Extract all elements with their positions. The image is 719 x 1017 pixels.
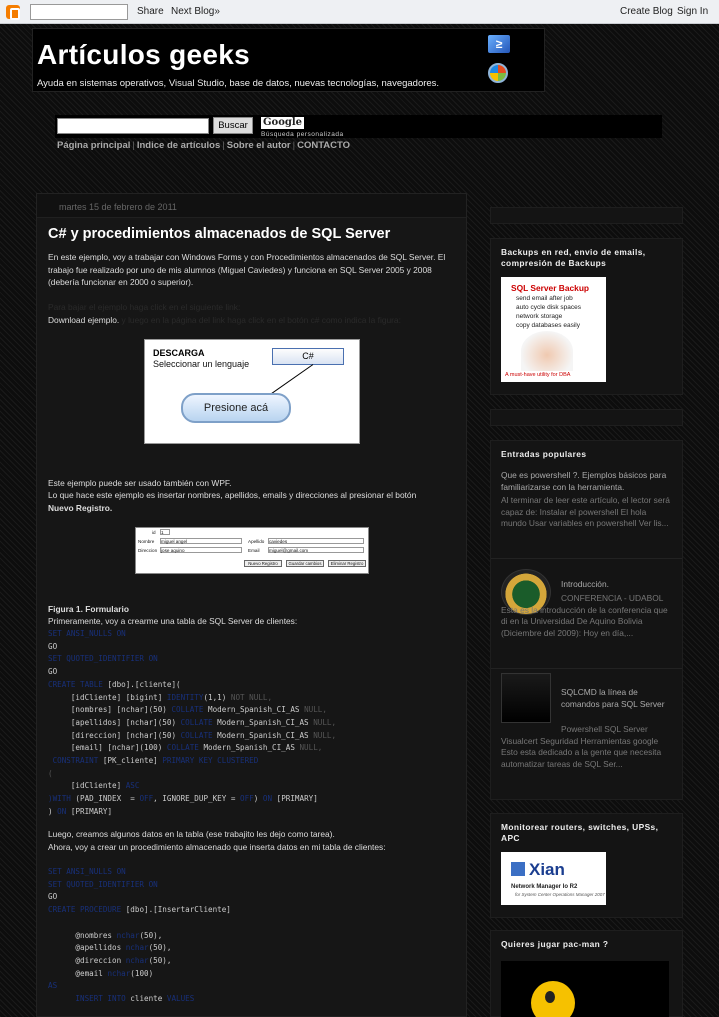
post-container bbox=[36, 193, 467, 1017]
backups-widget bbox=[490, 238, 683, 395]
popular-post-3-snippet: Powershell SQL Server Visualcert Seguridad Herramientas google Esto esta dedicado a la gente que necesita automatizar tareas de SQL Ser... bbox=[501, 724, 662, 769]
form-direccion-label: Direccion bbox=[138, 548, 158, 553]
figure-caption: Figura 1. Formulario bbox=[48, 604, 129, 614]
post-title[interactable]: C# y procedimientos almacenados de SQL Server bbox=[48, 226, 391, 242]
popular-post-2 bbox=[491, 558, 682, 668]
form-id-field: 1 bbox=[160, 529, 170, 535]
backups-widget-title: Backups en red, envio de emails, compresión de Backups bbox=[501, 247, 646, 268]
blog-header bbox=[32, 28, 545, 92]
popular-post-3-title[interactable]: SQLCMD la línea de comandos para SQL Server bbox=[561, 687, 665, 709]
wpf-note: Este ejemplo puede ser usado también con WPF. bbox=[48, 478, 232, 488]
post-date: martes 15 de febrero de 2011 bbox=[59, 202, 177, 212]
create-blog-link[interactable]: Create Blog bbox=[620, 6, 673, 17]
popular-posts-title: Entradas populares bbox=[501, 449, 587, 459]
woman-photo bbox=[521, 331, 573, 371]
descarga-subtitle: Seleccionar un lenguaje bbox=[153, 359, 250, 369]
explain-bold: Nuevo Registro. bbox=[48, 503, 113, 513]
sqlcmd-thumbnail[interactable] bbox=[501, 673, 551, 723]
form-nombre-label: Nombre bbox=[138, 539, 155, 544]
sidebar-empty-widget-1 bbox=[490, 207, 683, 224]
sign-in-link[interactable]: Sign In bbox=[677, 6, 709, 17]
visual-studio-icon: ≥ bbox=[488, 35, 510, 53]
popular-post-1-title[interactable]: Que es powershell ?. Ejemplos básicos para familiarizarse con la herramienta. bbox=[501, 470, 667, 492]
step1-text: Primeramente, voy a crearme una tabla de SQL Server de clientes: bbox=[48, 616, 298, 626]
download-link[interactable]: Download ejemplo. bbox=[48, 315, 120, 325]
popular-post-1-snippet: Al terminar de leer este artículo, el lector será capaz de: Instalar el powershell El hola mundo Usar variables en powershell Ver lis... bbox=[501, 495, 670, 528]
popular-post-2-snippet: CONFERENCIA - UDABOL Esta es la introducción de la conferencia que di en la Universidad De Aquino Bolivia (Diciembre del 2009): Hoy en día,... bbox=[501, 593, 668, 638]
routers-widget bbox=[490, 813, 683, 918]
sidebar-empty-widget-2 bbox=[490, 409, 683, 426]
xian-logo-icon bbox=[511, 862, 525, 876]
popular-post-3 bbox=[491, 668, 682, 798]
xian-ad-image[interactable]: Xian Network Manager Io R2 for System Center Operations Manager 2007 bbox=[501, 852, 606, 905]
pacman-widget bbox=[490, 930, 683, 1017]
download-line bbox=[48, 314, 458, 327]
code-block-stored-procedure: SET ANSI_NULLS ON SET QUOTED_IDENTIFIER ON GO CREATE PROCEDURE [dbo].[InsertarCliente] @nombres nchar(50), @apellidos nchar(50), @direccion nchar(50), @email nchar(100) AS INSERT INTO cliente VALUES bbox=[48, 867, 231, 1004]
form-new-record-button: Nuevo Registro bbox=[244, 560, 282, 567]
routers-widget-title: Monitorear routers, switches, UPSs, APC bbox=[501, 822, 659, 843]
nav-home-link[interactable]: Página principal bbox=[57, 140, 131, 151]
google-logo: Google bbox=[263, 117, 303, 128]
search-button[interactable]: Buscar bbox=[213, 117, 253, 134]
code-block-create-table: SET ANSI_NULLS ON GO SET QUOTED_IDENTIFIER ON GO CREATE TABLE [dbo].[cliente]( [idCliente] [bigint] IDENTITY(1,1) NOT NULL, [nombres] [nchar](50) COLLATE Modern_Spanish_CI_AS NULL, [apellidos] [nchar](50) COLLATE Modern_Spanish_CI_AS NULL, [direccion] [nchar](50) COLLATE Modern_Spanish_CI_AS NULL, [email] [nchar](100) COLLATE Modern_Spanish_CI_AS NULL, CONSTRAINT [PK_cliente] PRIMARY KEY CLUSTERED ( [idCliente] ASC )WITH (PAD_INDEX = OFF, IGNORE_DUP_KEY = OFF) ON [PRIMARY] ) ON [PRIMARY] bbox=[48, 629, 337, 816]
post-intro: En este ejemplo, voy a trabajar con Windows Forms y con Procedimientos almacenados de SQL Server. El trabajo fue realizado por uno de mis alumnos (Miguel Caviedes) y funciona en SQL Server 2005 y 2008 (debería funcionar en 2000 o superior). bbox=[48, 252, 446, 287]
step3-text: Ahora, voy a crear un procedimiento almacenado que inserta datos en mi tabla de clientes: bbox=[48, 842, 386, 852]
share-link[interactable]: Share bbox=[137, 6, 164, 17]
form-apellido-label: Apellido bbox=[248, 539, 265, 544]
popular-posts-widget bbox=[490, 440, 683, 800]
descarga-title: DESCARGA bbox=[153, 348, 205, 358]
pacman-widget-title: Quieres jugar pac-man ? bbox=[501, 939, 609, 949]
nav-about-link[interactable]: Sobre el autor bbox=[226, 140, 291, 151]
date-header bbox=[37, 194, 466, 218]
blog-description: Ayuda en sistemas operativos, Visual Studio, base de datos, nuevas tecnologías, navegadores. bbox=[37, 78, 440, 89]
form-email-label: Email bbox=[248, 548, 260, 553]
popular-post-2-title[interactable]: Introducción. bbox=[561, 579, 609, 589]
page-navigation: Página principal | Indice de artículos | Sobre el autor | CONTACTO bbox=[57, 140, 351, 151]
pacman-icon bbox=[531, 981, 575, 1017]
pacman-game-embed[interactable] bbox=[501, 961, 669, 1017]
popular-post-1 bbox=[501, 470, 671, 530]
sql-backup-ad-image[interactable]: SQL Server Backup send email after job auto cycle disk spaces network storage copy databases easily A must-have utility for DBA bbox=[501, 277, 606, 382]
form-save-button: Guardar cambios bbox=[286, 560, 324, 567]
explain-text: Lo que hace este ejemplo es insertar nombres, apellidos, emails y direcciones al presionar el botón bbox=[48, 490, 417, 500]
csharp-language-button: C# bbox=[272, 348, 344, 365]
blogger-logo-icon[interactable] bbox=[6, 5, 20, 19]
google-custom-search-label: Búsqueda personalizada bbox=[261, 131, 344, 138]
form-nombre-field: miguel angel bbox=[160, 538, 242, 544]
form-apellido-field: caviedes bbox=[268, 538, 364, 544]
download-figure bbox=[144, 339, 360, 444]
callout-bubble: Presione acá bbox=[181, 393, 291, 423]
next-blog-link[interactable]: Next Blog» bbox=[171, 6, 220, 17]
download-instructions: y luego en la página del link haga click en el botón c# como indica la figura: bbox=[119, 315, 401, 325]
form-screenshot bbox=[135, 527, 369, 574]
custom-search-bar bbox=[55, 115, 662, 138]
blog-title[interactable]: Artículos geeks bbox=[37, 39, 251, 70]
form-email-field: miguel@gmail.com bbox=[268, 547, 364, 553]
navbar-search-input[interactable] bbox=[30, 4, 128, 20]
search-input[interactable] bbox=[57, 118, 209, 134]
windows-logo-icon bbox=[488, 63, 508, 83]
blogger-navbar bbox=[0, 0, 719, 24]
download-hint: Para bajar el ejemplo haga click en el siguiente link: bbox=[48, 302, 241, 312]
step2-text: Luego, creamos algunos datos en la tabla (ese trabajito les dejo como tarea). bbox=[48, 829, 335, 839]
form-delete-button: Eliminar Registro bbox=[328, 560, 366, 567]
form-direccion-field: jose aquino bbox=[160, 547, 242, 553]
nav-index-link[interactable]: Indice de artículos bbox=[136, 140, 221, 151]
nav-contact-link[interactable]: CONTACTO bbox=[297, 140, 351, 151]
form-id-label: id bbox=[152, 530, 156, 535]
